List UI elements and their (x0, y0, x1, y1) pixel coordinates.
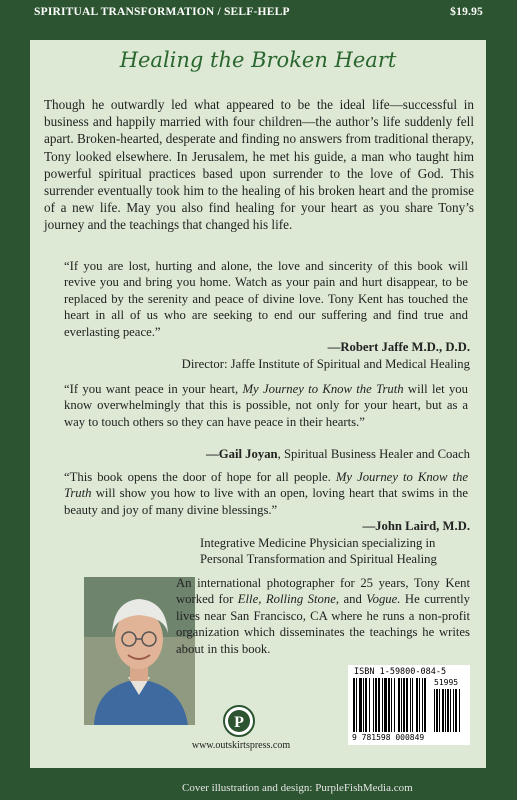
quote-3-affiliation: Integrative Medicine Physician specializing in Personal Transformation and Spiritual Healing (200, 536, 437, 567)
quote-1-author: —Robert Jaffe M.D., D.D. (327, 340, 470, 354)
intro-paragraph: Though he outwardly led what appeared to be the ideal life—successful in business and happily married with four children—the author’s life suddenly fell apart. Broken-hearted, desperate and finding no answers from traditional therapy, Tony looked elsewhere. In Jerusalem, he met his guide, a man who taught him powerful spiritual practices based upon surrender to the love of God. This surrender eventually took him to the healing of his broken heart and the promise of a new life. May you also find healing for your heart as you share Tony’s journey and the teachings that changed his life. (44, 97, 474, 233)
quote-1-affiliation: Director: Jaffe Institute of Spiritual and Medical Healing (181, 357, 470, 371)
isbn-barcode (348, 665, 470, 745)
quote-1: “If you are lost, hurting and alone, the love and sincerity of this book will revive you and bring you home. Watch as your pain and hurt disappear, to be replaced by the serenity and peace of divine love. Tony Kent has touched the heart in all of us who are seeking to end our suffering and find true and everlasting peace.” (64, 259, 468, 339)
price-label: $19.95 (450, 6, 483, 18)
category-label: SPIRITUAL TRANSFORMATION / SELF-HELP (34, 6, 290, 18)
barcode-addon-number: 51995 (434, 678, 459, 687)
book-title: Healing the Broken Heart (119, 48, 397, 72)
quote-3: “This book opens the door of hope for all people. My Journey to Know the Truth will show you how to live with an open, loving heart that swims in the beauty and joy of many divine blessings.” (64, 470, 468, 517)
publisher-logo-icon (222, 704, 256, 738)
back-cover-panel (30, 40, 486, 768)
svg-text:P: P (234, 714, 244, 731)
barcode-number: 9 781598 000849 (352, 733, 425, 742)
quote-3-author: —John Laird, M.D. (362, 519, 470, 533)
publisher-url[interactable]: www.outskirtspress.com (191, 740, 291, 751)
top-bar (0, 0, 517, 26)
quote-2-attribution: —Gail Joyan, Spiritual Business Healer and Coach (206, 447, 470, 461)
quote-2: “If you want peace in your heart, My Journey to Know the Truth will let you know overwhelmingly that this is possible, not only for your heart, but as a way to touch others so they can have peace in their hearts.” (64, 382, 468, 429)
author-bio: An international photographer for 25 years, Tony Kent worked for Elle, Rolling Stone, and Vogue. He currently lives near San Francisco, CA where he runs a non-profit organization which disseminates the teachings he writes about in this book. (176, 576, 470, 656)
isbn-number: ISBN 1-59800-084-5 (354, 667, 447, 677)
cover-credit: Cover illustration and design: PurpleFishMedia.com (182, 782, 413, 794)
